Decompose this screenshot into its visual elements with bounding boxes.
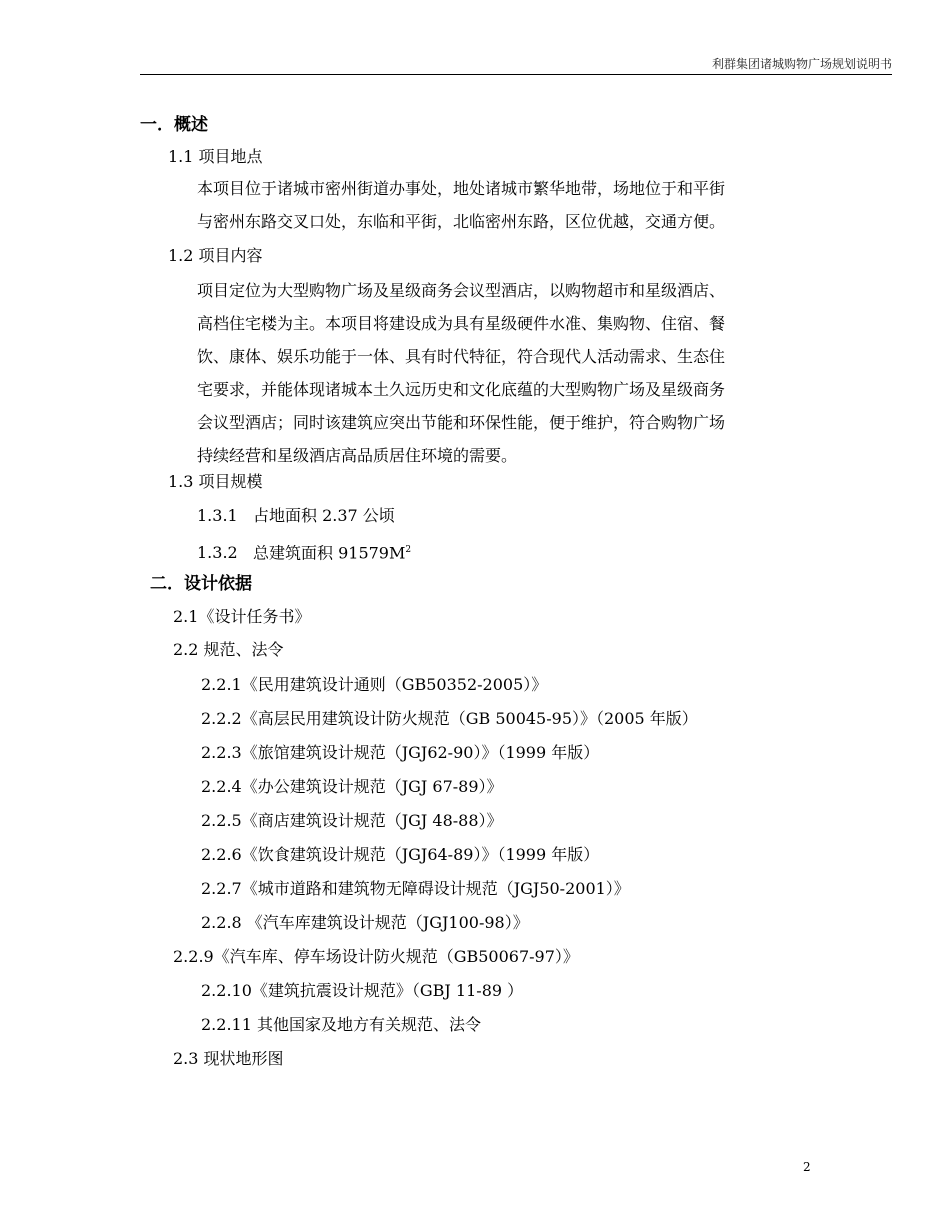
paragraph-line: 本项目位于诸城市密州街道办事处，地处诸城市繁华地带，场地位于和平街: [197, 179, 726, 198]
item-text: 总建筑面积 91579M: [253, 543, 406, 563]
header-title: 利群集团诸城购物广场规划说明书: [711, 57, 892, 71]
item-number: 1.3.2: [197, 543, 238, 563]
section-1-2-title: 1.2 项目内容: [168, 246, 263, 265]
paragraph-line: 持续经营和星级酒店高品质居住环境的需要。: [197, 446, 518, 465]
regulation-item: 2.2.1《民用建筑设计通则（GB50352-2005）》: [201, 675, 548, 694]
regulation-item: 2.2.6《饮食建筑设计规范（JGJ64-89）》（1999 年版）: [201, 845, 600, 864]
item-number: 1.3.1: [197, 506, 238, 525]
section-1-2-paragraph: [197, 274, 817, 472]
paragraph-line: 宅要求，并能体现诸城本土久远历史和文化底蕴的大型购物广场及星级商务: [197, 380, 726, 399]
regulation-item: 2.2.3《旅馆建筑设计规范（JGJ62-90）》（1999 年版）: [201, 743, 600, 762]
regulation-item: 2.2.4《办公建筑设计规范（JGJ 67-89）》: [201, 777, 503, 796]
section-2-1-title: 2.1《设计任务书》: [173, 607, 311, 626]
section-1-1-title: 1.1 项目地点: [168, 147, 263, 166]
regulation-item: 2.2.10《建筑抗震设计规范》（GBJ 11-89 ）: [201, 981, 524, 1000]
section-1-1-paragraph: [197, 172, 817, 238]
paragraph-line: 饮、康体、娱乐功能于一体、具有时代特征，符合现代人活动需求、生态住: [197, 347, 726, 366]
paragraph-line: 会议型酒店；同时该建筑应突出节能和环保性能，便于维护，符合购物广场: [197, 413, 726, 432]
regulation-item: 2.2.9《汽车库、停车场设计防火规范（GB50067-97）》: [173, 947, 579, 966]
scale-item-land-area: [197, 506, 395, 526]
paragraph-line: 与密州东路交叉口处，东临和平街，北临密州东路，区位优越，交通方便。: [197, 212, 726, 231]
regulation-item: 2.2.2《高层民用建筑设计防火规范（GB 50045-95）》（2005 年版）: [201, 709, 698, 728]
regulation-item: 2.2.8 《汽车库建筑设计规范（JGJ100-98）》: [201, 913, 529, 932]
page-header: [140, 56, 892, 75]
regulation-item: 2.2.7《城市道路和建筑物无障碍设计规范（JGJ50-2001）》: [201, 879, 630, 898]
item-text: 占地面积 2.37 公顷: [253, 506, 395, 525]
scale-item-floor-area: [197, 540, 411, 563]
section-1-title: 一．概述: [140, 115, 208, 135]
superscript: 2: [405, 545, 412, 555]
section-1-3-title: 1.3 项目规模: [168, 472, 263, 491]
section-2-3-title: 2.3 现状地形图: [173, 1049, 284, 1068]
section-2-title: 二．设计依据: [150, 574, 252, 594]
section-2-2-title: 2.2 规范、法令: [173, 640, 284, 659]
paragraph-line: 项目定位为大型购物广场及星级商务会议型酒店，以购物超市和星级酒店、: [197, 281, 726, 300]
regulation-item: 2.2.5《商店建筑设计规范（JGJ 48-88）》: [201, 811, 503, 830]
page-number: 2: [803, 1160, 811, 1174]
regulation-item: 2.2.11 其他国家及地方有关规范、法令: [201, 1015, 481, 1034]
paragraph-line: 高档住宅楼为主。本项目将建设成为具有星级硬件水准、集购物、住宿、餐: [197, 314, 726, 333]
